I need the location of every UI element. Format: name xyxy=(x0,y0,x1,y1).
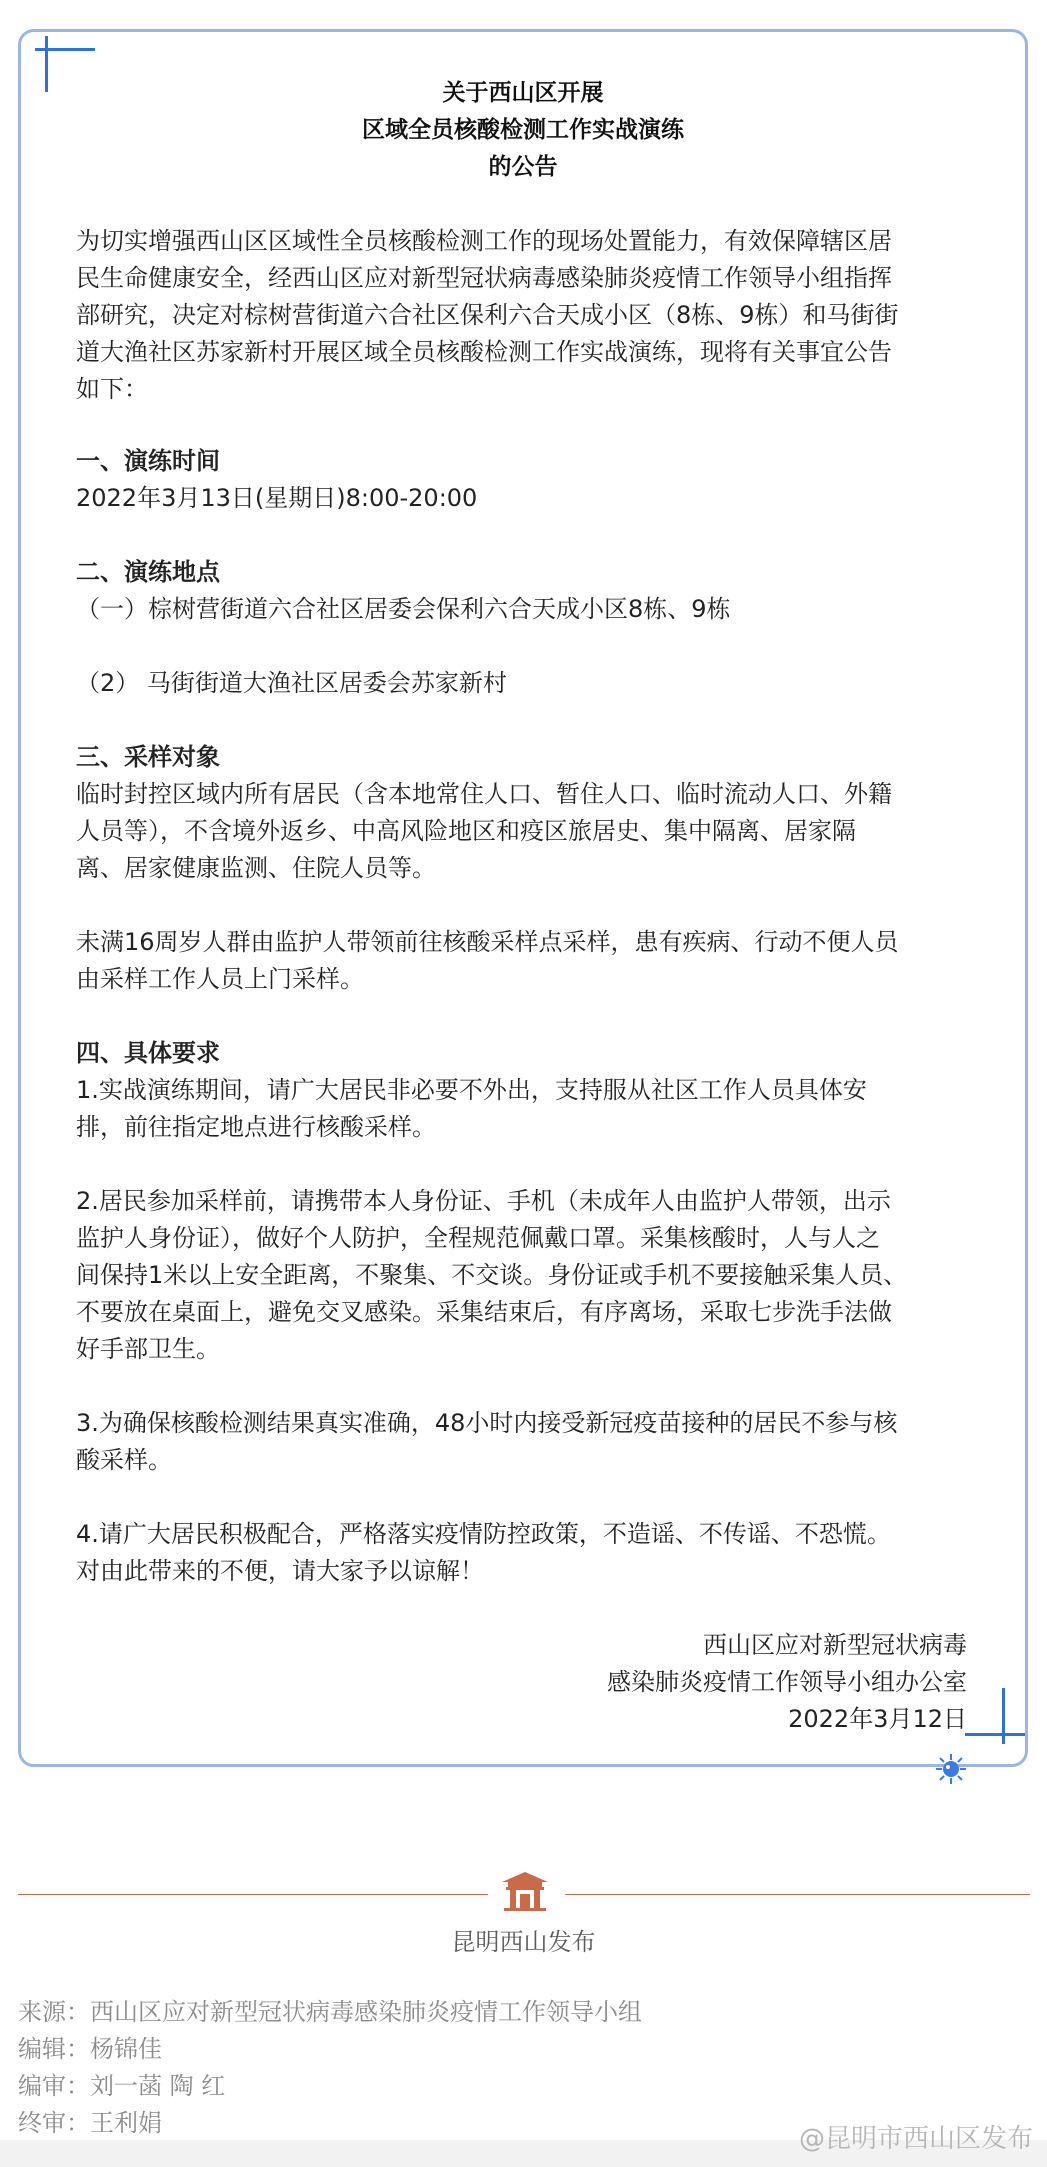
location-item: （2） 马街街道大渔社区居委会苏家新村 xyxy=(76,669,507,697)
credit-source: 来源：西山区应对新型冠状病毒感染肺炎疫情工作领导小组 xyxy=(18,1998,642,2026)
brand-name: 昆明西山发布 xyxy=(451,1928,596,1956)
notice-title-line: 的公告 xyxy=(488,154,558,180)
credit-editor: 编辑：杨锦佳 xyxy=(18,2035,162,2063)
watermark: @昆明市西山区发布 xyxy=(798,2124,1033,2154)
notice-title-line: 区域全员核酸检测工作实战演练 xyxy=(362,117,684,143)
notice-title-line: 关于西山区开展 xyxy=(442,80,604,106)
notice-card xyxy=(18,29,1028,1767)
requirement-2: 2.居民参加采样前，请携带本人身份证、手机（未成年人由监护人带领，出示 监护人身份证），做好个人防护，全程规范佩戴口罩。采集核酸时，人与人之 间保持1米以上安全距离，不聚集、不交谈。身份证或手机不要接触采集人员、 不要放在桌面上，避免交叉感染。采集结束后，有序离场，采取七步洗手法做 好手部卫生。 xyxy=(76,1187,908,1363)
corner-decoration xyxy=(965,1733,1025,1736)
corner-decoration xyxy=(35,48,95,51)
targets-paragraph: 临时封控区域内所有居民（含本地常住人口、暂住人口、临时流动人口、外籍 人员等），不含境外返乡、中高风险地区和疫区旅居史、集中隔离、居家隔 离、居家健康监测、住院人员等。 xyxy=(76,780,892,882)
intro-paragraph: 为切实增强西山区区域性全员核酸检测工作的现场处置能力，有效保障辖区居 民生命健康安全，经西山区应对新型冠状病毒感染肺炎疫情工作领导小组指挥 部研究，决定对棕树营街道六合社区保利六合天成小区（8栋、9栋）和马街街 道大渔社区苏家新村开展区域全员核酸检测工作实战演练，现将有关事宜公告 如下： xyxy=(76,227,899,403)
requirement-4: 4.请广大居民积极配合，严格落实疫情防控政策，不造谣、不传谣、不恐慌。 对由此带来的不便，请大家予以谅解！ xyxy=(76,1520,891,1585)
section-heading-location: 二、演练地点 xyxy=(76,558,220,586)
section-heading-time: 一、演练时间 xyxy=(76,447,220,475)
drill-time: 2022年3月13日(星期日)8:00-20:00 xyxy=(76,484,478,512)
location-item: （一）棕树营街道六合社区居委会保利六合天成小区8栋、9栋 xyxy=(76,595,731,623)
requirement-1: 1.实战演练期间，请广大居民非必要不外出，支持服从社区工作人员具体安 排，前往指定地点进行核酸采样。 xyxy=(76,1076,867,1141)
credit-final-reviewer: 终审：王利娟 xyxy=(18,2109,162,2137)
corner-decoration xyxy=(1002,1688,1005,1744)
minors-paragraph: 未满16周岁人群由监护人带领前往核酸采样点采样，患有疾病、行动不便人员 由采样工作人员上门采样。 xyxy=(76,928,899,993)
section-heading-requirements: 四、具体要求 xyxy=(76,1039,220,1067)
footer-divider xyxy=(18,1894,488,1895)
signature-block: 西山区应对新型冠状病毒 感染肺炎疫情工作领导小组办公室 2022年3月12日 xyxy=(607,1631,967,1733)
gate-icon xyxy=(498,1868,552,1912)
credit-reviewer: 编审：刘一菡 陶 红 xyxy=(18,2072,226,2100)
footer-divider xyxy=(565,1894,1030,1895)
virus-icon xyxy=(934,1752,968,1786)
requirement-3: 3.为确保核酸检测结果真实准确，48小时内接受新冠疫苗接种的居民不参与核 酸采样。 xyxy=(76,1409,898,1474)
section-heading-targets: 三、采样对象 xyxy=(76,743,220,771)
